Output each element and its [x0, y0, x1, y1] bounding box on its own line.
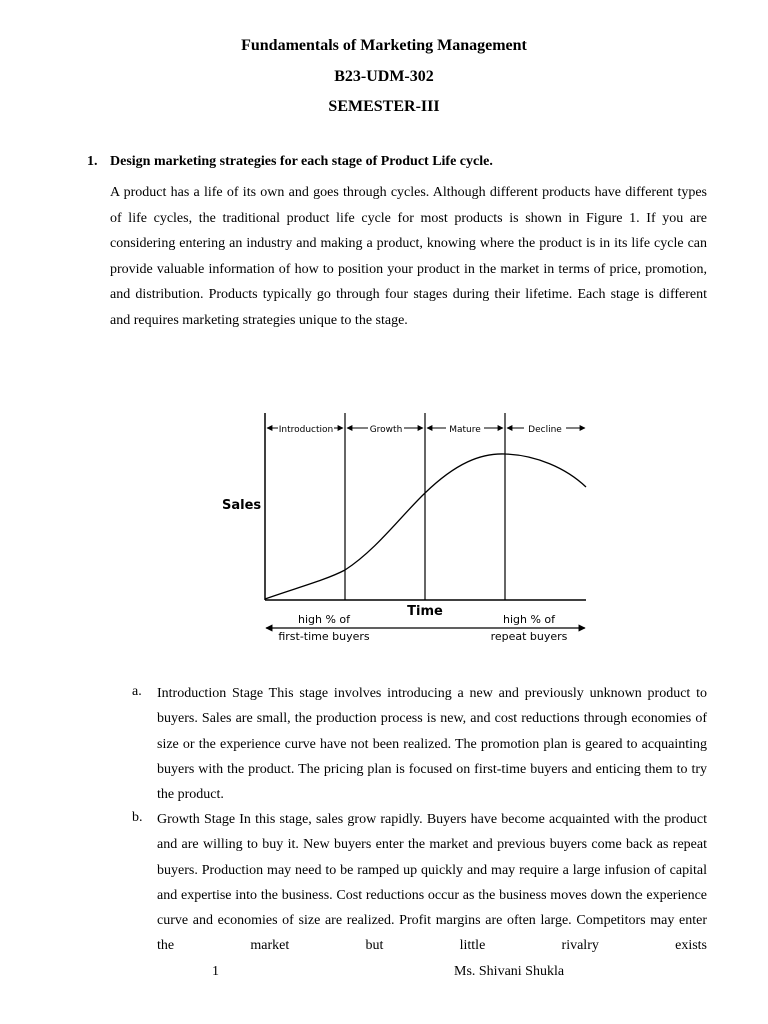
question-number: 1. — [87, 154, 98, 169]
stage-label-introduction: Introduction — [278, 425, 334, 435]
stage-label-mature: Mature — [449, 425, 481, 435]
stage-label-decline: Decline — [528, 425, 562, 435]
bottom-right-line1: high % of — [502, 613, 556, 626]
x-axis-label: Time — [407, 604, 443, 619]
y-axis-label: Sales — [222, 498, 262, 513]
question-title: Design marketing strategies for each stage of Product Life cycle. — [110, 154, 493, 169]
bottom-right-line2: repeat buyers — [490, 630, 568, 643]
bottom-left-line2: first-time buyers — [278, 630, 370, 643]
list-marker: b. — [132, 810, 143, 825]
list-marker: a. — [132, 684, 142, 699]
footer-author: Ms. Shivani Shukla — [454, 964, 565, 979]
course-title: Fundamentals of Marketing Management — [241, 37, 527, 54]
bottom-left-line1: high % of — [297, 613, 351, 626]
stage-label-growth: Growth — [369, 425, 403, 435]
page-number: 1 — [212, 964, 219, 979]
list-item-text: Growth Stage In this stage, sales grow rapidly. Buyers have become acquainted with the product and are willing to buy it. New buyers enter the market and previous buyers come back as repeat buyers. Production may need to be ramped up quickly and may require a large infusion of capital and expertise into the business. Cost reductions occur as the business moves down the experience curve and economies of size are realized. Profit margins are often large. Competitors may enter the market but little rivalry exists — [157, 812, 707, 954]
intro-paragraph: A product has a life of its own and goes through cycles. Although different products have different types of life cycles, the traditional product life cycle for most products is shown in Figure 1. If you are considering entering an industry and making a product, knowing where the product is in its life cycle can provide valuable information of how to position your product in the market in terms of price, promotion, and distribution. Products typically go through four stages during their lifetime. Each stage is different and requires marketing strategies unique to the stage. — [110, 185, 707, 328]
list-item-text: Introduction Stage This stage involves introducing a new and previously unknown product to buyers. Sales are small, the production process is new, and cost reductions through economies of size or the experience curve have not been realized. The promotion plan is geared to acquainting buyers with the product. The pricing plan is focused on first-time buyers and enticing them to try the product. — [157, 686, 707, 803]
product-life-cycle-figure — [216, 408, 596, 648]
course-code: B23-UDM-302 — [334, 68, 434, 85]
semester-label: SEMESTER-III — [328, 98, 440, 115]
